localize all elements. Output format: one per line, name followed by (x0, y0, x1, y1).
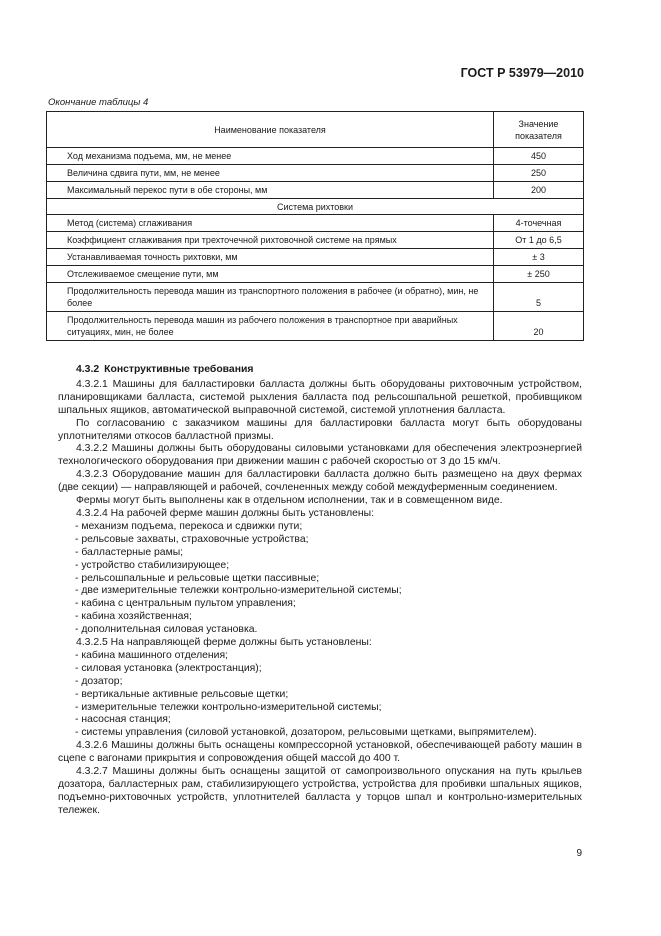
paragraph: 4.3.2.7 Машины должны быть оснащены защитой от самопроизвольного опускания на путь крыльев дозатора, балластерных рам, стабилизирующего устройства, устройства для пробивки шпальных ящиков, подъемно-рихтовочных устройств, уплотнителей балласта у торцов шпал и контрольно-измерительных тележек. (58, 766, 582, 816)
row-value: 4-точечная (494, 215, 584, 232)
row-value: 5 (494, 283, 584, 312)
paragraph: Фермы могут быть выполнены как в отдельном исполнении, так и в совмещенном виде. (76, 495, 503, 507)
section-title: Конструктивные требования (104, 364, 254, 375)
paragraph: 4.3.2.1 Машины для балластировки балласта должны быть оборудованы рихтовочным устройством, планировщиками балласта, системой рыхления балласта под рельсошпальной решеткой, пробивщиком шпальных ящиков, автоматической выправочной системой, системой уплотнения балласта. (58, 378, 582, 416)
table-row (47, 148, 584, 165)
list-item: - дозатор; (75, 675, 123, 687)
body-text (58, 364, 582, 818)
column-header-name: Наименование показателя (47, 112, 494, 148)
row-value: 250 (494, 165, 584, 182)
table-row (47, 266, 584, 283)
list-item: - рельсошпальные и рельсовые щетки пассивные; (75, 572, 320, 584)
list-item: - насосная станция; (75, 714, 171, 726)
list-item: - дополнительная силовая установка. (75, 624, 258, 636)
table-row (47, 182, 584, 199)
column-header-value: Значение показателя (494, 112, 584, 148)
table-row (47, 165, 584, 182)
row-name: Продолжительность перевода машин из рабочего положения в транспортное при аварийных ситуациях, мин, не более (47, 312, 494, 341)
table-caption: Окончание таблицы 4 (48, 97, 149, 108)
row-name: Максимальный перекос пути в обе стороны, мм (47, 182, 494, 199)
list-item: - измерительные тележки контрольно-измерительной системы; (75, 701, 382, 713)
paragraph: 4.3.2.6 Машины должны быть оснащены компрессорной установкой, обеспечивающей работу машин в сцепе с вагонами прикрытия и сопровождения общей массой до 400 т. (58, 740, 582, 765)
row-name: Ход механизма подъема, мм, не менее (47, 148, 494, 165)
table-row (47, 312, 584, 341)
list-item: - кабина с центральным пультом управления; (75, 598, 296, 610)
row-name: Коэффициент сглаживания при трехточечной рихтовочной системе на прямых (47, 232, 494, 249)
list-item: - кабина машинного отделения; (75, 649, 228, 661)
table-row (47, 232, 584, 249)
section-title: Система рихтовки (47, 199, 584, 215)
page-number: 9 (576, 848, 582, 859)
paragraph: 4.3.2.4 На рабочей ферме машин должны быть установлены: (76, 507, 375, 519)
paragraph: 4.3.2.2 Машины должны быть оборудованы силовыми установками для обеспечения электроэнергией технологического оборудования при движении машин с рабочей скоростью от 3 до 15 км/ч. (58, 443, 582, 468)
row-value: ± 3 (494, 249, 584, 266)
row-value: От 1 до 6,5 (494, 232, 584, 249)
table-section-row (47, 199, 584, 215)
row-name: Продолжительность перевода машин из транспортного положения в рабочее (и обратно), мин, не более (47, 283, 494, 312)
section-number: 4.3.2 (76, 364, 100, 375)
section-heading (58, 364, 582, 377)
row-name: Отслеживаемое смещение пути, мм (47, 266, 494, 283)
list-item: - вертикальные активные рельсовые щетки; (75, 688, 289, 700)
list-item: - системы управления (силовой установкой, дозатором, рельсовыми щетками, выпрямителем). (75, 727, 537, 739)
standard-designation: ГОСТ Р 53979—2010 (460, 66, 584, 80)
row-name: Величина сдвига пути, мм, не менее (47, 165, 494, 182)
paragraph: 4.3.2.5 На направляющей ферме должны быть установлены: (76, 637, 372, 649)
table-row (47, 283, 584, 312)
row-value: 200 (494, 182, 584, 199)
row-name: Метод (система) сглаживания (47, 215, 494, 232)
list-item: - устройство стабилизирующее; (75, 559, 230, 571)
table-header-row (47, 112, 584, 148)
table-row (47, 215, 584, 232)
row-name: Устанавливаемая точность рихтовки, мм (47, 249, 494, 266)
row-value: ± 250 (494, 266, 584, 283)
list-item: - рельсовые захваты, страховочные устройства; (75, 533, 309, 545)
parameters-table (46, 111, 584, 341)
list-item: - механизм подъема, перекоса и сдвижки пути; (75, 520, 303, 532)
list-item: - балластерные рамы; (75, 546, 184, 558)
paragraph: По согласованию с заказчиком машины для балластировки балласта могут быть оборудованы уплотнителями откосов балластной призмы. (58, 417, 582, 442)
paragraph: 4.3.2.3 Оборудование машин для балластировки балласта должно быть размещено на двух фермах (две секции) — направляющей и рабочей, сочлененных между собой междуферменным соединением. (58, 469, 582, 494)
list-item: - две измерительные тележки контрольно-измерительной системы; (75, 585, 402, 597)
table-row (47, 249, 584, 266)
row-value: 20 (494, 312, 584, 341)
list-item: - силовая установка (электростанция); (75, 662, 262, 674)
row-value: 450 (494, 148, 584, 165)
list-item: - кабина хозяйственная; (75, 611, 192, 623)
